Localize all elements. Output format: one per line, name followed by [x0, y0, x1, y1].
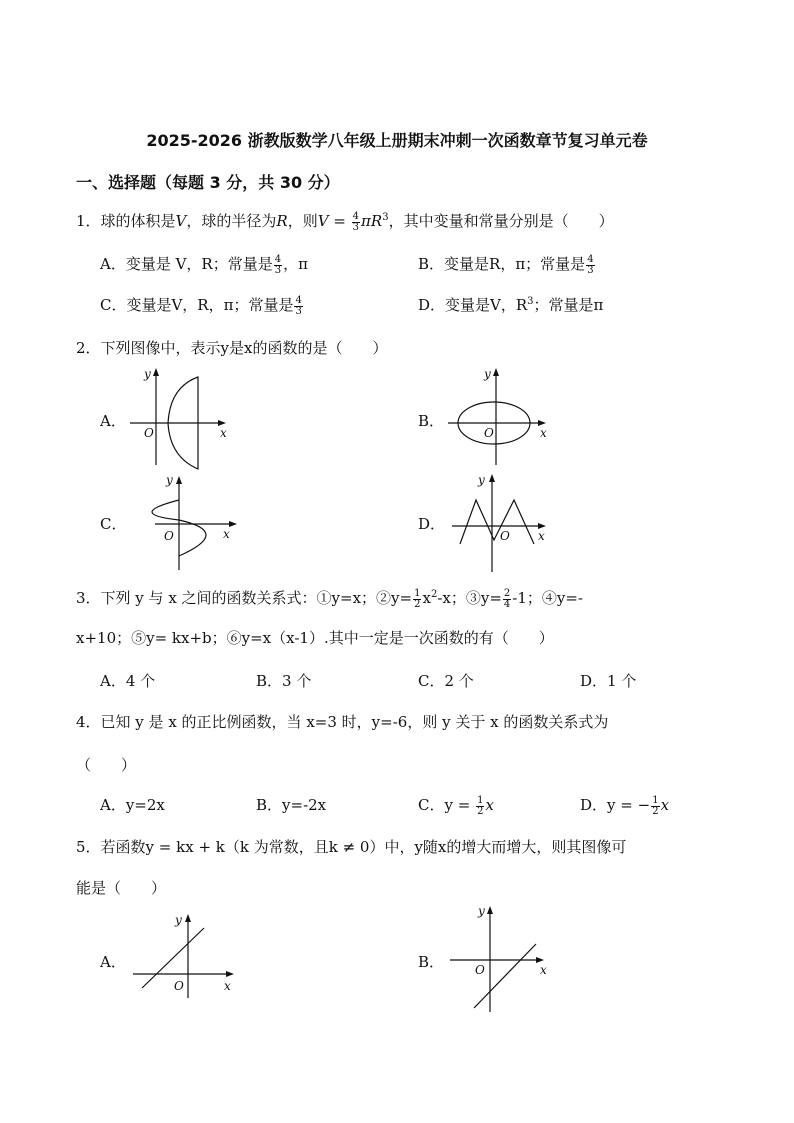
q1-formula: V =: [317, 212, 351, 230]
q4-option-b[interactable]: B．y=-2x: [256, 796, 327, 814]
q3-text-b: x: [422, 589, 431, 607]
q1-option-c[interactable]: [100, 294, 304, 317]
axis-y-label: y: [166, 473, 173, 487]
q3-text-a: 3．下列 y 与 x 之间的函数关系式：①y=x；②y=: [76, 589, 413, 607]
q4-option-c[interactable]: [418, 794, 494, 817]
frac-num: 1: [477, 794, 484, 806]
origin-label: O: [475, 963, 485, 977]
q1-text-d: ，其中变量和常量分别是（ ）: [388, 212, 614, 230]
question-5-stem-line2: 能是（ ）: [76, 879, 167, 897]
q1-pi-r: πR: [361, 212, 383, 230]
q4-option-d-fraction: [651, 796, 659, 817]
q1-option-b[interactable]: [418, 253, 596, 276]
frac-den: 2: [414, 598, 421, 610]
origin-label: O: [164, 529, 174, 543]
x-axis-arrow: [226, 971, 234, 977]
q3-text-d: -1；④y=-: [512, 589, 584, 607]
q4-option-c-fraction: [476, 796, 484, 817]
q1-text-c: ，则: [287, 212, 318, 230]
q2-option-c-label[interactable]: C．: [100, 515, 127, 533]
question-5-stem-line1: 5．若函数y = kx + k（k 为常数，且k ≠ 0）中，y随x的增大而增大，则其图像可: [76, 838, 627, 856]
q1-option-a-fraction: [274, 255, 282, 276]
frac-den: 2: [652, 805, 659, 817]
q1-exponent: 3: [382, 212, 389, 223]
q1-option-c-fraction: [294, 296, 302, 317]
frac-den: 3: [295, 305, 302, 317]
axis-x-label: x: [223, 527, 230, 541]
q3-option-b[interactable]: B．3 个: [256, 672, 312, 690]
q5-option-b-label[interactable]: B．: [418, 953, 445, 971]
q2-option-a-label[interactable]: A．: [100, 412, 126, 430]
q1-fraction: [352, 212, 360, 233]
q4-option-d[interactable]: [580, 794, 669, 817]
frac-num: 4: [295, 294, 302, 306]
axis-y-label: y: [484, 367, 491, 381]
q1-option-d-text: D．变量是V，R: [418, 296, 528, 314]
frac-den: 3: [274, 264, 282, 276]
q4-option-d-var: x: [660, 796, 670, 814]
question-4-stem-line2: （ ）: [76, 756, 137, 774]
q1-var-v: V: [175, 212, 187, 230]
q3-option-c[interactable]: C．2 个: [418, 672, 474, 690]
origin-label: O: [484, 426, 494, 440]
line-graph: [142, 928, 204, 988]
axis-x-label: x: [540, 963, 547, 977]
y-axis-arrow: [493, 368, 499, 376]
q4-option-d-text: D．y = −: [580, 796, 651, 814]
q1-option-a-text: A．变量是 V，R；常量是: [100, 255, 273, 273]
page-title: 2025-2026 浙教版数学八年级上册期末冲刺一次函数章节复习单元卷: [146, 131, 648, 150]
q4-option-c-text: C．y =: [418, 796, 476, 814]
frac-den: 3: [587, 264, 594, 276]
axis-y-label: y: [144, 367, 151, 381]
q1-var-r: R: [276, 212, 288, 230]
q2-graph-c: [133, 472, 243, 572]
axis-x-label: x: [224, 979, 231, 993]
axis-y-label: y: [478, 473, 485, 487]
axis-x-label: x: [538, 529, 545, 543]
q1-text-b: ，球的半径为: [186, 212, 277, 230]
y-axis-arrow: [185, 914, 191, 922]
y-axis-arrow: [489, 474, 495, 482]
q3-square: 2: [430, 589, 438, 600]
frac-den: 2: [477, 805, 484, 817]
y-axis-arrow: [487, 906, 493, 914]
q2-graph-a: [120, 365, 240, 470]
y-axis-arrow: [153, 368, 159, 376]
y-axis-arrow: [176, 476, 182, 484]
frac-num: 1: [652, 794, 659, 806]
q5-graph-b: [446, 900, 556, 1015]
q1-option-a[interactable]: [100, 253, 308, 276]
question-1-stem: [76, 210, 614, 233]
q3-text-c: -x；③y=: [437, 589, 502, 607]
axis-x-label: x: [220, 426, 227, 440]
q3-fraction: [503, 589, 511, 610]
q2-graph-d: [452, 470, 556, 574]
frac-num: 4: [274, 253, 282, 265]
origin-label: O: [174, 979, 184, 993]
q1-option-b-fraction: [586, 255, 594, 276]
axis-y-label: y: [175, 913, 182, 927]
q2-option-d-label[interactable]: D．: [418, 515, 446, 533]
q5-option-a-label[interactable]: A．: [100, 953, 126, 971]
frac-num: 1: [414, 587, 421, 599]
q2-graph-b: [448, 365, 558, 470]
section-heading: 一、选择题（每题 3 分，共 30 分）: [76, 173, 340, 192]
q1-option-a-tail: ，π: [283, 255, 308, 273]
frac-num: 4: [352, 210, 360, 222]
origin-label: O: [500, 529, 510, 543]
q4-option-a[interactable]: A．y=2x: [100, 796, 165, 814]
axis-x-label: x: [540, 426, 547, 440]
q1-option-b-text: B．变量是R，π；常量是: [418, 255, 586, 273]
question-2-stem: 2．下列图像中，表示y是x的函数的是（ ）: [76, 339, 388, 357]
frac-num: 2: [503, 587, 511, 599]
q3-half-fraction: [413, 589, 421, 610]
zigzag-curve: [460, 500, 534, 544]
q5-graph-a: [128, 910, 243, 1000]
question-3-stem-line2: x+10；⑤y= kx+b；⑥y=x（x-1）.其中一定是一次函数的有（ ）: [76, 629, 554, 647]
q4-option-c-var: x: [485, 796, 494, 814]
x-axis-arrow: [229, 521, 237, 527]
frac-den: 4: [503, 598, 511, 610]
frac-num: 4: [587, 253, 594, 265]
q3-option-a[interactable]: A．4 个: [100, 672, 156, 690]
frac-den: 3: [352, 221, 360, 233]
origin-label: O: [144, 426, 154, 440]
q2-option-b-label[interactable]: B．: [418, 412, 445, 430]
question-3-stem-line1: [76, 587, 583, 610]
q1-option-d[interactable]: [418, 294, 603, 315]
q1-option-d-exponent: 3: [527, 296, 534, 307]
q3-option-d[interactable]: D．1 个: [580, 672, 637, 690]
axis-y-label: y: [478, 904, 485, 918]
q1-option-c-text: C．变量是V，R，π；常量是: [100, 296, 294, 314]
q1-option-d-tail: ；常量是π: [533, 296, 604, 314]
q1-text-a: 1．球的体积是: [76, 212, 176, 230]
question-4-stem-line1: 4．已知 y 是 x 的正比例函数，当 x=3 时，y=-6，则 y 关于 x 的函数关系式为: [76, 713, 609, 731]
